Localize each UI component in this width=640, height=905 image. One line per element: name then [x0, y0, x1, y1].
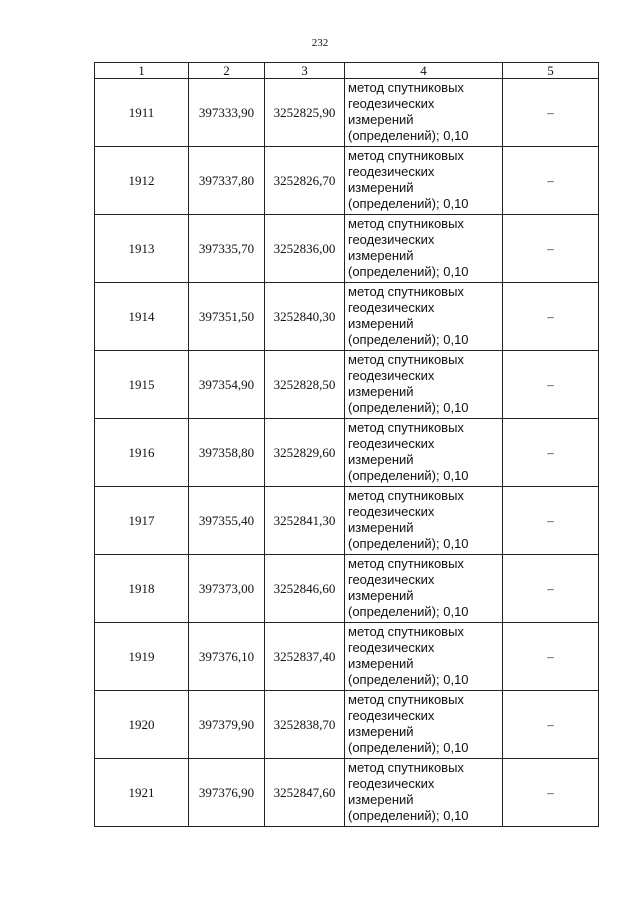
- method-line: (определений); 0,10: [348, 808, 469, 823]
- method-line: измерений: [348, 520, 414, 535]
- method-line: геодезических: [348, 96, 435, 111]
- y-coordinate-cell: 3252841,30: [265, 487, 345, 555]
- table-row: [95, 283, 599, 351]
- point-number-cell: 1912: [95, 147, 189, 215]
- method-cell: [345, 691, 503, 759]
- method-line: (определений); 0,10: [348, 740, 469, 755]
- x-coordinate-cell: 397355,40: [189, 487, 265, 555]
- method-line: геодезических: [348, 708, 435, 723]
- method-line: (определений); 0,10: [348, 468, 469, 483]
- table-row: [95, 215, 599, 283]
- x-coordinate-cell: 397379,90: [189, 691, 265, 759]
- coordinates-table: [94, 62, 599, 827]
- method-line: геодезических: [348, 776, 435, 791]
- table-body: [95, 79, 599, 827]
- method-line: метод спутниковых: [348, 624, 464, 639]
- table-row: [95, 419, 599, 487]
- point-number-cell: 1921: [95, 759, 189, 827]
- point-number-cell: 1911: [95, 79, 189, 147]
- table-row: [95, 487, 599, 555]
- method-line: метод спутниковых: [348, 216, 464, 231]
- y-coordinate-cell: 3252837,40: [265, 623, 345, 691]
- page-number: 232: [311, 37, 329, 49]
- table-row: [95, 555, 599, 623]
- point-number-cell: 1919: [95, 623, 189, 691]
- point-number-cell: 1918: [95, 555, 189, 623]
- x-coordinate-cell: 397351,50: [189, 283, 265, 351]
- note-cell: –: [503, 555, 599, 623]
- y-coordinate-cell: 3252829,60: [265, 419, 345, 487]
- method-line: геодезических: [348, 368, 435, 383]
- method-line: (определений); 0,10: [348, 196, 469, 211]
- table-row: [95, 623, 599, 691]
- header-col-1: 1: [95, 63, 189, 79]
- point-number-cell: 1913: [95, 215, 189, 283]
- method-line: геодезических: [348, 436, 435, 451]
- y-coordinate-cell: 3252825,90: [265, 79, 345, 147]
- method-line: измерений: [348, 248, 414, 263]
- method-line: геодезических: [348, 640, 435, 655]
- note-cell: –: [503, 351, 599, 419]
- header-col-3: 3: [265, 63, 345, 79]
- table-row: [95, 691, 599, 759]
- method-cell: [345, 215, 503, 283]
- note-cell: –: [503, 487, 599, 555]
- method-line: измерений: [348, 588, 414, 603]
- table-row: [95, 351, 599, 419]
- table-row: [95, 79, 599, 147]
- method-line: геодезических: [348, 504, 435, 519]
- header-col-5: 5: [503, 63, 599, 79]
- method-line: метод спутниковых: [348, 148, 464, 163]
- method-line: метод спутниковых: [348, 284, 464, 299]
- note-cell: –: [503, 623, 599, 691]
- method-line: геодезических: [348, 572, 435, 587]
- method-cell: [345, 283, 503, 351]
- method-line: метод спутниковых: [348, 80, 464, 95]
- x-coordinate-cell: 397335,70: [189, 215, 265, 283]
- x-coordinate-cell: 397376,90: [189, 759, 265, 827]
- method-line: геодезических: [348, 300, 435, 315]
- method-line: измерений: [348, 792, 414, 807]
- method-cell: [345, 419, 503, 487]
- note-cell: –: [503, 79, 599, 147]
- method-line: измерений: [348, 724, 414, 739]
- method-line: метод спутниковых: [348, 420, 464, 435]
- table-row: [95, 759, 599, 827]
- method-line: (определений); 0,10: [348, 536, 469, 551]
- point-number-cell: 1914: [95, 283, 189, 351]
- x-coordinate-cell: 397337,80: [189, 147, 265, 215]
- method-line: геодезических: [348, 164, 435, 179]
- method-line: метод спутниковых: [348, 488, 464, 503]
- note-cell: –: [503, 419, 599, 487]
- y-coordinate-cell: 3252836,00: [265, 215, 345, 283]
- method-line: измерений: [348, 112, 414, 127]
- point-number-cell: 1916: [95, 419, 189, 487]
- method-cell: [345, 79, 503, 147]
- method-line: измерений: [348, 180, 414, 195]
- y-coordinate-cell: 3252846,60: [265, 555, 345, 623]
- method-cell: [345, 555, 503, 623]
- method-line: метод спутниковых: [348, 692, 464, 707]
- point-number-cell: 1915: [95, 351, 189, 419]
- y-coordinate-cell: 3252840,30: [265, 283, 345, 351]
- y-coordinate-cell: 3252826,70: [265, 147, 345, 215]
- method-line: измерений: [348, 656, 414, 671]
- y-coordinate-cell: 3252847,60: [265, 759, 345, 827]
- method-cell: [345, 623, 503, 691]
- method-line: измерений: [348, 384, 414, 399]
- method-line: метод спутниковых: [348, 760, 464, 775]
- method-line: (определений); 0,10: [348, 264, 469, 279]
- method-cell: [345, 351, 503, 419]
- method-cell: [345, 147, 503, 215]
- method-line: метод спутниковых: [348, 352, 464, 367]
- x-coordinate-cell: 397373,00: [189, 555, 265, 623]
- x-coordinate-cell: 397354,90: [189, 351, 265, 419]
- table-row: [95, 147, 599, 215]
- method-line: (определений); 0,10: [348, 672, 469, 687]
- method-line: измерений: [348, 316, 414, 331]
- method-line: геодезических: [348, 232, 435, 247]
- y-coordinate-cell: 3252828,50: [265, 351, 345, 419]
- note-cell: –: [503, 283, 599, 351]
- note-cell: –: [503, 215, 599, 283]
- method-cell: [345, 487, 503, 555]
- note-cell: –: [503, 147, 599, 215]
- method-cell: [345, 759, 503, 827]
- table-header: [95, 63, 599, 79]
- point-number-cell: 1917: [95, 487, 189, 555]
- header-row: [95, 63, 599, 79]
- note-cell: –: [503, 691, 599, 759]
- point-number-cell: 1920: [95, 691, 189, 759]
- method-line: измерений: [348, 452, 414, 467]
- method-line: (определений); 0,10: [348, 400, 469, 415]
- header-col-2: 2: [189, 63, 265, 79]
- method-line: (определений); 0,10: [348, 604, 469, 619]
- note-cell: –: [503, 759, 599, 827]
- y-coordinate-cell: 3252838,70: [265, 691, 345, 759]
- x-coordinate-cell: 397376,10: [189, 623, 265, 691]
- method-line: (определений); 0,10: [348, 128, 469, 143]
- method-line: метод спутниковых: [348, 556, 464, 571]
- x-coordinate-cell: 397333,90: [189, 79, 265, 147]
- x-coordinate-cell: 397358,80: [189, 419, 265, 487]
- header-col-4: 4: [345, 63, 503, 79]
- method-line: (определений); 0,10: [348, 332, 469, 347]
